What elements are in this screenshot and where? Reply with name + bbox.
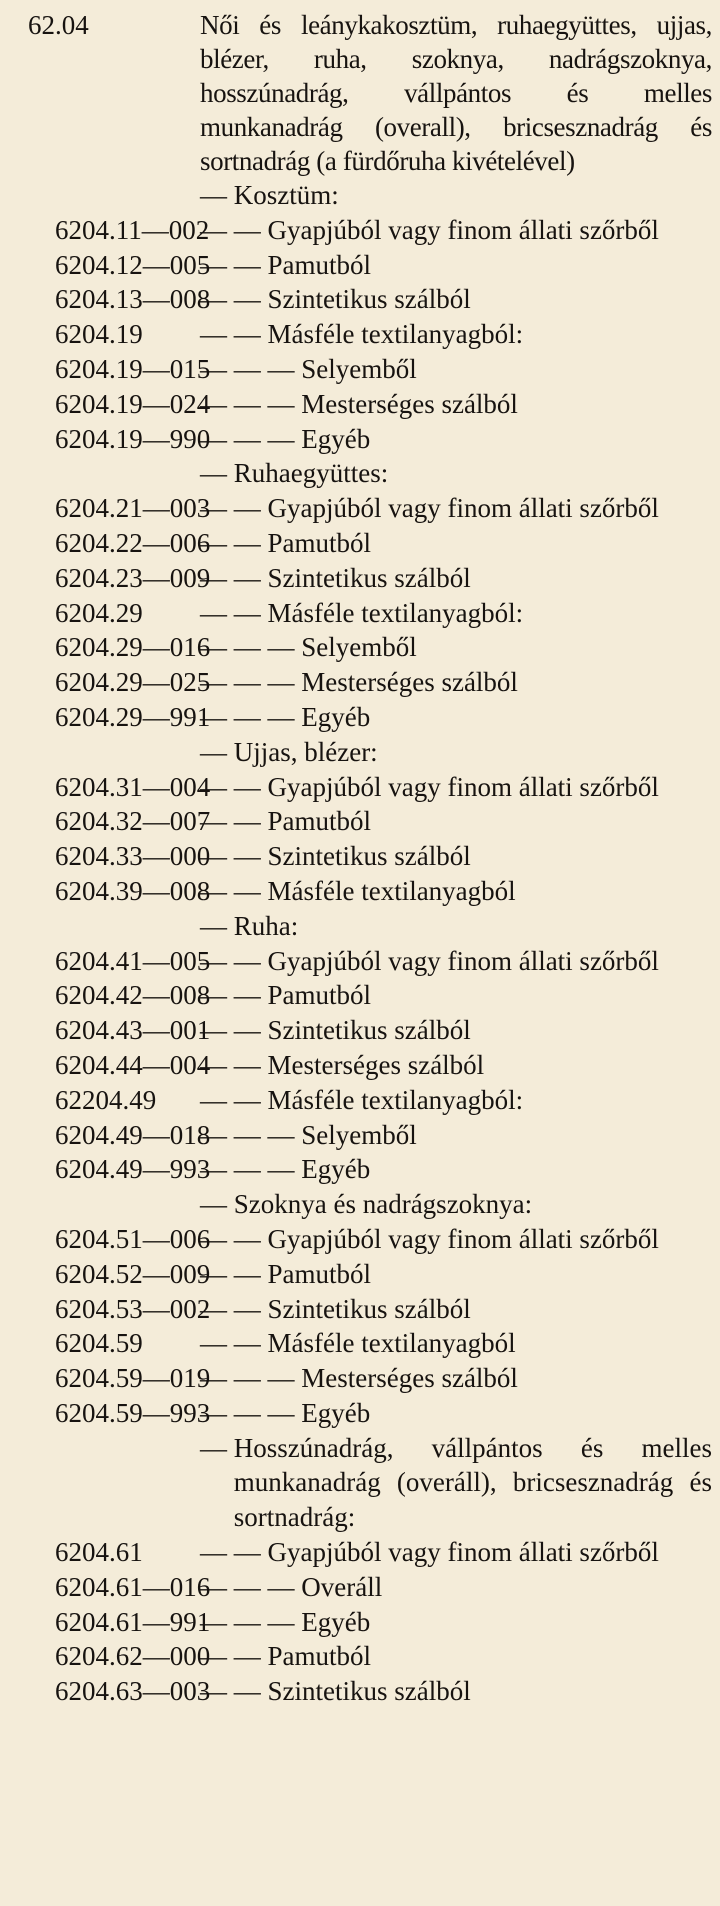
description-text: Gyapjúból vagy finom állati szőrből <box>267 945 659 976</box>
tariff-description <box>200 1118 712 1153</box>
tariff-code: 6204.39—008 <box>55 875 211 906</box>
description-text: Egyéb <box>301 1154 371 1185</box>
level-dashes: — — — <box>200 1154 302 1185</box>
tariff-description <box>200 282 712 317</box>
level-dashes: — — — <box>200 667 302 698</box>
tariff-description <box>200 1605 712 1640</box>
tariff-row <box>0 1152 720 1187</box>
tariff-description <box>200 1535 712 1570</box>
description-text: Pamutból <box>267 1258 372 1289</box>
level-dashes: — — <box>200 249 268 280</box>
tariff-row <box>0 1257 720 1292</box>
description-text: Selyemből <box>301 1119 417 1150</box>
description-text: Selyemből <box>301 632 417 663</box>
tariff-description <box>200 874 712 909</box>
tariff-code: 6204.53—002 <box>55 1293 211 1324</box>
description-text: Egyéb <box>301 1397 371 1428</box>
description-text: Gyapjúból vagy finom állati szőrből <box>267 1537 659 1568</box>
tariff-code: 6204.32—007 <box>55 806 211 837</box>
tariff-description <box>200 387 712 422</box>
description-text: Szintetikus szálból <box>267 1293 471 1324</box>
tariff-description <box>200 1222 712 1257</box>
level-dashes: — <box>200 736 234 767</box>
tariff-row <box>0 1292 720 1327</box>
tariff-code: 6204.11—002 <box>55 214 210 245</box>
tariff-row <box>0 178 720 213</box>
tariff-description <box>200 526 712 561</box>
level-dashes: — — <box>200 945 268 976</box>
tariff-row <box>0 1048 720 1083</box>
tariff-code: 6204.29—016 <box>55 632 211 663</box>
tariff-row <box>0 526 720 561</box>
tariff-code: 6204.23—009 <box>55 562 211 593</box>
tariff-row <box>0 630 720 665</box>
tariff-row <box>0 770 720 805</box>
tariff-row <box>0 839 720 874</box>
level-dashes: — — <box>200 1258 268 1289</box>
tariff-code: 6204.29 <box>55 597 143 628</box>
tariff-row <box>0 874 720 909</box>
tariff-code: 6204.59—019 <box>55 1363 211 1394</box>
tariff-code: 6204.33—000 <box>55 841 211 872</box>
tariff-row <box>0 665 720 700</box>
heading-code: 62.04 <box>28 10 89 40</box>
description-text: Pamutból <box>267 806 372 837</box>
tariff-code: 6204.49—993 <box>55 1154 211 1185</box>
tariff-row <box>0 944 720 979</box>
tariff-description <box>200 1083 712 1118</box>
tariff-row <box>0 1570 720 1605</box>
description-text: Overáll <box>301 1571 383 1602</box>
level-dashes: — — <box>200 1084 268 1115</box>
tariff-row <box>0 700 720 735</box>
description-text: Pamutból <box>267 527 372 558</box>
description-text: Pamutból <box>267 249 372 280</box>
description-text: Gyapjúból vagy finom állati szőrből <box>267 214 659 245</box>
tariff-code: 6204.59 <box>55 1328 143 1359</box>
tariff-code: 6204.61—016 <box>55 1571 211 1602</box>
level-dashes: — — — <box>200 388 302 419</box>
tariff-description <box>200 422 712 457</box>
tariff-row <box>0 491 720 526</box>
tariff-row <box>0 1396 720 1431</box>
description-text: Egyéb <box>301 423 371 454</box>
tariff-code: 6204.19—990 <box>55 423 211 454</box>
description-text: Kosztüm: <box>233 180 339 210</box>
description-text: Mesterséges szálból <box>301 388 518 419</box>
level-dashes: — — <box>200 841 268 872</box>
level-dashes: — — — <box>200 1397 302 1428</box>
tariff-description <box>200 770 712 805</box>
level-dashes: — — <box>200 980 268 1011</box>
tariff-row <box>0 1361 720 1396</box>
description-text: Másféle textilanyagból <box>267 1328 516 1359</box>
level-dashes: — — — <box>200 701 302 732</box>
tariff-code: 6204.22—006 <box>55 527 211 558</box>
description-text: Szintetikus szálból <box>267 1015 471 1046</box>
tariff-description <box>200 1013 712 1048</box>
tariff-description <box>200 1361 712 1396</box>
level-dashes: — — — <box>200 423 302 454</box>
tariff-description <box>200 317 712 352</box>
tariff-code: 6204.19—015 <box>55 353 211 384</box>
tariff-row <box>0 1222 720 1257</box>
tariff-code: 6204.21—003 <box>55 493 211 524</box>
level-dashes: — — — <box>200 1363 302 1394</box>
level-dashes: — — <box>200 319 268 350</box>
description-text: Gyapjúból vagy finom állati szőrből <box>267 493 659 524</box>
tariff-description <box>200 909 712 944</box>
description-text: Selyemből <box>301 353 417 384</box>
tariff-code: 6204.31—004 <box>55 771 211 802</box>
tariff-list <box>0 178 720 1709</box>
tariff-description <box>200 1292 712 1327</box>
description-text: Gyapjúból vagy finom állati szőrből <box>267 1223 659 1254</box>
level-dashes: — — — <box>200 632 302 663</box>
tariff-description <box>200 1431 712 1535</box>
level-dashes: — — <box>200 875 268 906</box>
tariff-description <box>200 561 712 596</box>
level-dashes: — — <box>200 214 268 245</box>
tariff-row <box>0 1187 720 1222</box>
level-dashes: — <box>200 1432 234 1463</box>
level-dashes: — — — <box>200 1119 302 1150</box>
level-dashes: — — — <box>200 353 302 384</box>
description-text: Ujjas, blézer: <box>233 736 378 767</box>
level-dashes: — — <box>200 806 268 837</box>
description-text: Pamutból <box>267 1641 372 1672</box>
description-text: Ruhaegyüttes: <box>233 458 389 489</box>
tariff-code: 6204.51—006 <box>55 1223 211 1254</box>
tariff-code: 62204.49 <box>55 1084 157 1115</box>
tariff-row <box>0 561 720 596</box>
description-text: Egyéb <box>301 1606 371 1637</box>
description-text: Szintetikus szálból <box>267 841 471 872</box>
level-dashes: — <box>200 458 234 489</box>
tariff-code: 6204.61 <box>55 1537 143 1568</box>
tariff-row <box>0 978 720 1013</box>
tariff-row <box>0 422 720 457</box>
tariff-description <box>200 213 712 248</box>
level-dashes: — — <box>200 1049 268 1080</box>
tariff-row <box>0 317 720 352</box>
tariff-code: 6204.13—008 <box>55 284 211 315</box>
tariff-description <box>200 839 712 874</box>
tariff-code: 6204.19—024 <box>55 388 211 419</box>
tariff-code: 6204.49—018 <box>55 1119 211 1150</box>
description-text: Mesterséges szálból <box>267 1049 485 1080</box>
description-text: Másféle textilanyagból <box>267 875 516 906</box>
level-dashes: — — <box>200 562 268 593</box>
tariff-row <box>0 282 720 317</box>
tariff-description <box>200 944 712 979</box>
level-dashes: — <box>200 180 234 210</box>
tariff-code: 6204.43—001 <box>55 1015 211 1046</box>
tariff-row <box>0 248 720 283</box>
level-dashes: — — <box>200 1223 268 1254</box>
tariff-row <box>0 1674 720 1709</box>
tariff-row <box>0 387 720 422</box>
tariff-description <box>200 1152 712 1187</box>
level-dashes: — — <box>200 493 268 524</box>
tariff-code: 6204.29—991 <box>55 701 211 732</box>
level-dashes: — — <box>200 1641 268 1672</box>
tariff-description <box>200 978 712 1013</box>
tariff-row <box>0 1535 720 1570</box>
tariff-code: 6204.61—991 <box>55 1606 211 1637</box>
tariff-description <box>200 1396 712 1431</box>
tariff-description <box>200 248 712 283</box>
tariff-description <box>200 700 712 735</box>
tariff-description <box>200 596 712 631</box>
tariff-code: 6204.63—003 <box>55 1676 211 1707</box>
tariff-description <box>200 804 712 839</box>
tariff-row <box>0 1083 720 1118</box>
level-dashes: — — <box>200 1328 268 1359</box>
tariff-row <box>0 804 720 839</box>
tariff-description <box>200 456 712 491</box>
tariff-row <box>0 1326 720 1361</box>
heading-entry <box>0 0 720 178</box>
tariff-code: 6204.29—025 <box>55 667 211 698</box>
tariff-description <box>200 1257 712 1292</box>
tariff-code: 6204.52—009 <box>55 1258 211 1289</box>
tariff-description <box>200 178 712 213</box>
tariff-code: 6204.12—005 <box>55 249 211 280</box>
tariff-row <box>0 1605 720 1640</box>
tariff-row <box>0 909 720 944</box>
description-text: Mesterséges szálból <box>301 1363 518 1394</box>
tariff-description <box>200 1187 712 1222</box>
level-dashes: — <box>200 910 234 941</box>
tariff-description <box>200 1048 712 1083</box>
description-text: Szintetikus szálból <box>267 284 471 315</box>
tariff-row <box>0 213 720 248</box>
level-dashes: — — — <box>200 1571 302 1602</box>
description-text: Szintetikus szálból <box>267 562 471 593</box>
tariff-description <box>200 1674 712 1709</box>
tariff-row <box>0 1431 720 1535</box>
tariff-description <box>200 665 712 700</box>
description-text: Ruha: <box>233 910 299 941</box>
level-dashes: — — — <box>200 1606 302 1637</box>
tariff-code: 6204.62—000 <box>55 1641 211 1672</box>
tariff-row <box>0 352 720 387</box>
tariff-description <box>200 491 712 526</box>
description-text: Másféle textilanyagból: <box>267 319 524 350</box>
level-dashes: — — <box>200 771 268 802</box>
description-text: Gyapjúból vagy finom állati szőrből <box>267 771 659 802</box>
tariff-code: 6204.19 <box>55 319 143 350</box>
level-dashes: — — <box>200 1015 268 1046</box>
tariff-description <box>200 735 712 770</box>
description-text: Szoknya és nadrágszoknya: <box>233 1189 533 1220</box>
tariff-row <box>0 1013 720 1048</box>
tariff-code: 6204.59—993 <box>55 1397 211 1428</box>
tariff-description <box>200 352 712 387</box>
description-text: Egyéb <box>301 701 371 732</box>
level-dashes: — — <box>200 1676 268 1707</box>
tariff-row <box>0 735 720 770</box>
tariff-description <box>200 1570 712 1605</box>
tariff-code: 6204.44—004 <box>55 1049 211 1080</box>
tariff-row <box>0 1639 720 1674</box>
tariff-code: 6204.41—005 <box>55 945 211 976</box>
tariff-code: 6204.42—008 <box>55 980 211 1011</box>
level-dashes: — — <box>200 597 268 628</box>
level-dashes: — — <box>200 284 268 315</box>
tariff-description <box>200 1639 712 1674</box>
description-text: Szintetikus szálból <box>267 1676 471 1707</box>
tariff-description <box>200 1326 712 1361</box>
heading-title: Női és leánykakosztüm, ruhaegyüttes, ujjas, blézer, ruha, szoknya, nadrágszoknya, hosszúnadrág, vállpántos és melles munkanadrág (overall), bricsesznadrág és sortnadrág (a fürdőruha kivételével) <box>200 10 712 176</box>
description-text: Pamutból <box>267 980 372 1011</box>
description-text: Másféle textilanyagból: <box>267 597 524 628</box>
description-text: Mesterséges szálból <box>301 667 518 698</box>
tariff-row <box>0 1118 720 1153</box>
tariff-row <box>0 456 720 491</box>
level-dashes: — — <box>200 1293 268 1324</box>
level-dashes: — — <box>200 527 268 558</box>
tariff-description <box>200 630 712 665</box>
description-text: Másféle textilanyagból: <box>267 1084 524 1115</box>
tariff-row <box>0 596 720 631</box>
level-dashes: — — <box>200 1537 268 1568</box>
level-dashes: — <box>200 1189 234 1220</box>
description-text: Hosszúnadrág, vállpántos és melles munkanadrág (overáll), bricsesznadrág és sortnadrág: <box>233 1432 712 1533</box>
